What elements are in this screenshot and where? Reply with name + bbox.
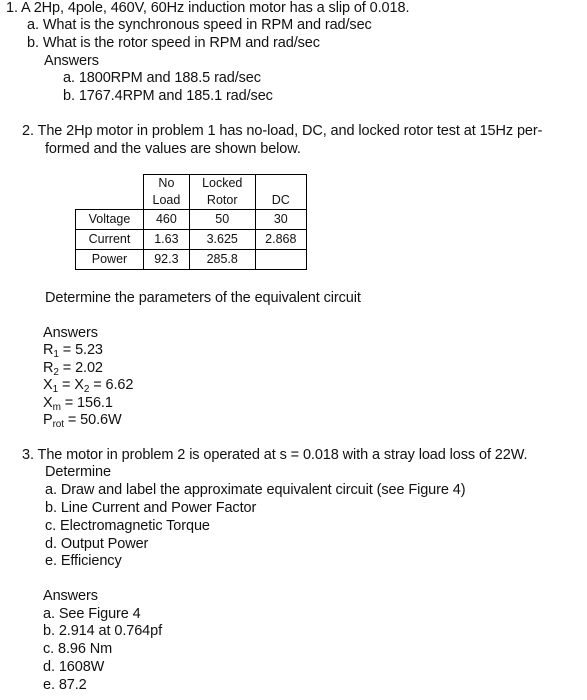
- problem-3-answer-e: e. 87.2: [43, 677, 87, 693]
- col-header-locked-rotor-line-2: Rotor: [189, 192, 255, 210]
- answer-r1: [43, 342, 103, 359]
- x2-subscript: 2: [83, 384, 90, 395]
- problem-2-determine: Determine the parameters of the equivalent circuit: [45, 290, 361, 306]
- table-row: [76, 230, 307, 250]
- xm-symbol: X: [43, 395, 53, 411]
- problem-1-answer-b: b. 1767.4RPM and 185.1 rad/sec: [63, 88, 273, 104]
- col-header-no-load-line-1: No: [143, 175, 189, 193]
- xm-value: = 156.1: [60, 395, 113, 411]
- answer-xm: [43, 395, 113, 412]
- answer-x1-x2: [43, 377, 133, 394]
- prot-subscript: rot: [52, 419, 64, 430]
- problem-1-part-a: a. What is the synchronous speed in RPM and rad/sec: [27, 17, 372, 33]
- x2-symbol: = X: [58, 377, 84, 393]
- xm-subscript: m: [52, 402, 61, 413]
- table-row: [76, 250, 307, 270]
- problem-3-part-c: c. Electromagnetic Torque: [45, 518, 210, 534]
- problem-3-answers-label: Answers: [43, 588, 98, 604]
- row-label-current: Current: [76, 230, 144, 250]
- problem-1-stem: 1. A 2Hp, 4pole, 460V, 60Hz induction motor has a slip of 0.018.: [6, 0, 410, 16]
- cell-voltage-locked-rotor: 50: [189, 210, 255, 230]
- problem-2-answers-label: Answers: [43, 325, 98, 341]
- col-header-dc-spacer: [255, 175, 306, 193]
- problem-3-answer-a: a. See Figure 4: [43, 606, 141, 622]
- prot-symbol: P: [43, 412, 53, 428]
- cell-power-no-load: 92.3: [143, 250, 189, 270]
- answer-r2: [43, 360, 103, 377]
- cell-power-locked-rotor: 285.8: [189, 250, 255, 270]
- cell-voltage-dc: 30: [255, 210, 306, 230]
- r2-value: = 2.02: [58, 360, 103, 376]
- table-corner-cell: [76, 175, 144, 193]
- cell-voltage-no-load: 460: [143, 210, 189, 230]
- problem-1-answers-label: Answers: [44, 53, 99, 69]
- problem-3-answer-c: c. 8.96 Nm: [43, 641, 113, 657]
- cell-current-no-load: 1.63: [143, 230, 189, 250]
- r2-symbol: R: [43, 360, 54, 376]
- table-header-row-2: [76, 192, 307, 210]
- x1-symbol: X: [43, 377, 53, 393]
- row-label-voltage: Voltage: [76, 210, 144, 230]
- table-corner-cell-2: [76, 192, 144, 210]
- r1-value: = 5.23: [58, 342, 103, 358]
- problem-1-part-b: b. What is the rotor speed in RPM and rad/sec: [27, 35, 320, 51]
- x-value: = 6.62: [89, 377, 134, 393]
- table-row: [76, 210, 307, 230]
- problem-2-stem-line-2: formed and the values are shown below.: [45, 141, 301, 157]
- problem-2-stem-line-1: 2. The 2Hp motor in problem 1 has no-load, DC, and locked rotor test at 15Hz per-: [22, 123, 543, 139]
- prot-value: = 50.6W: [63, 412, 122, 428]
- problem-1-answer-a: a. 1800RPM and 188.5 rad/sec: [63, 70, 261, 86]
- r1-subscript: 1: [53, 349, 59, 360]
- r2-subscript: 2: [53, 367, 59, 378]
- row-label-power: Power: [76, 250, 144, 270]
- test-results-table: [75, 174, 307, 270]
- col-header-no-load-line-2: Load: [143, 192, 189, 210]
- x1-subscript: 1: [52, 384, 59, 395]
- problem-3-part-e: e. Efficiency: [45, 553, 122, 569]
- cell-power-dc: [255, 250, 306, 270]
- problem-3-part-d: d. Output Power: [45, 536, 149, 552]
- col-header-dc: DC: [255, 192, 306, 210]
- answer-prot: [43, 412, 122, 429]
- problem-3-answer-b: b. 2.914 at 0.764pf: [43, 623, 163, 639]
- problem-3-part-b: b. Line Current and Power Factor: [45, 500, 257, 516]
- problem-3-determine: Determine: [45, 464, 111, 480]
- col-header-locked-rotor-line-1: Locked: [189, 175, 255, 193]
- problem-3-stem: 3. The motor in problem 2 is operated at s = 0.018 with a stray load loss of 22W.: [22, 447, 528, 463]
- cell-current-dc: 2.868: [255, 230, 306, 250]
- problem-3-part-a: a. Draw and label the approximate equivalent circuit (see Figure 4): [45, 482, 466, 498]
- r1-symbol: R: [43, 342, 54, 358]
- cell-current-locked-rotor: 3.625: [189, 230, 255, 250]
- table-header-row-1: [76, 175, 307, 193]
- problem-3-answer-d: d. 1608W: [43, 659, 105, 675]
